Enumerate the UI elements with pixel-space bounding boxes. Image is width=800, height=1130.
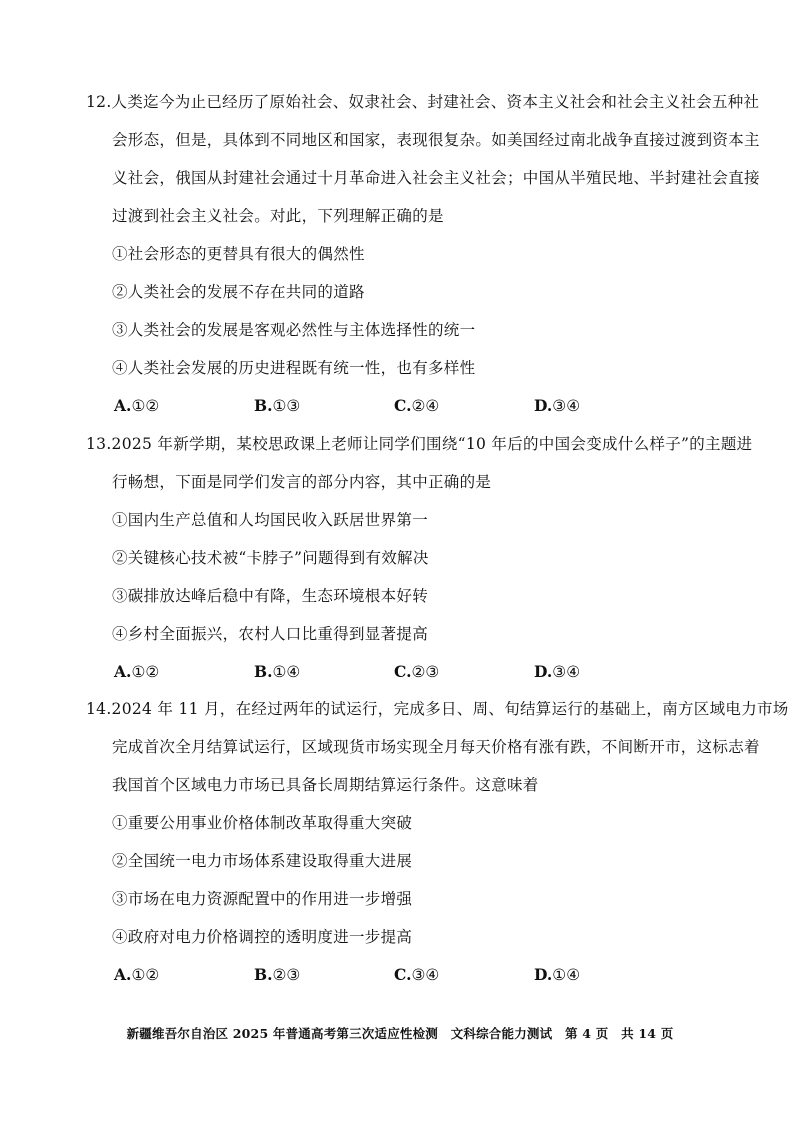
choice-letter: B. <box>254 662 273 681</box>
choice-letter: C. <box>394 396 412 415</box>
choice-value: ③④ <box>552 663 581 681</box>
choice-letter: A. <box>114 662 132 681</box>
question-14 <box>86 690 789 994</box>
answer-choices <box>86 956 726 994</box>
choice-a[interactable] <box>114 956 254 994</box>
option-statement: ③人类社会的发展是客观必然性与主体选择性的统一 <box>112 321 476 339</box>
choice-letter: A. <box>114 396 132 415</box>
question-text-line: 12.人类迄今为止已经历了原始社会、奴隶社会、封建社会、资本主义社会和社会主义社会五种社 <box>86 93 760 111</box>
choice-letter: B. <box>254 965 273 984</box>
question-text-line: 14.2024 年 11 月，在经过两年的试运行，完成多日、周、旬结算运行的基础上，南方区域电力市场 <box>86 700 789 718</box>
choice-letter: D. <box>534 965 553 984</box>
question-text-line: 我国首个区域电力市场已具备长周期结算运行条件。这意味着 <box>112 776 539 794</box>
choice-letter: D. <box>534 662 553 681</box>
choice-letter: A. <box>114 965 132 984</box>
choice-value: ②③ <box>411 663 440 681</box>
choice-letter: B. <box>254 396 273 415</box>
answer-choices <box>86 653 726 691</box>
choice-letter: D. <box>534 396 553 415</box>
option-statement: ②人类社会的发展不存在共同的道路 <box>112 283 365 301</box>
question-text-line: 义社会，俄国从封建社会通过十月革命进入社会主义社会；中国从半殖民地、半封建社会直接 <box>112 169 760 187</box>
choice-a[interactable] <box>114 653 254 691</box>
choice-a[interactable] <box>114 387 254 425</box>
choice-value: ③④ <box>552 397 581 415</box>
option-statement: ④政府对电力价格调控的透明度进一步提高 <box>112 928 413 946</box>
choice-c[interactable] <box>394 387 534 425</box>
option-statement: ①重要公用事业价格体制改革取得重大突破 <box>112 814 413 832</box>
question-text-line: 会形态，但是，具体到不同地区和国家，表现很复杂。如美国经过南北战争直接过渡到资本主 <box>112 131 760 149</box>
question-text-line: 完成首次全月结算试运行，区域现货市场实现全月每天价格有涨有跌，不间断开市，这标志着 <box>112 738 760 756</box>
choice-value: ①② <box>131 397 160 415</box>
option-statement: ③市场在电力资源配置中的作用进一步增强 <box>112 890 413 908</box>
page-footer: 新疆维吾尔自治区 2025 年普通高考第三次适应性检测 文科综合能力测试 第 4 页 共 14 页 <box>126 1026 674 1041</box>
choice-d[interactable] <box>534 653 674 691</box>
choice-d[interactable] <box>534 956 674 994</box>
choice-value: ①② <box>131 663 160 681</box>
answer-choices <box>86 387 726 425</box>
question-13 <box>86 425 753 691</box>
choice-value: ①② <box>131 966 160 984</box>
option-statement: ④乡村全面振兴，农村人口比重得到显著提高 <box>112 625 429 643</box>
choice-letter: C. <box>394 662 412 681</box>
choice-value: ②③ <box>272 966 301 984</box>
option-statement: ①社会形态的更替具有很大的偶然性 <box>112 245 365 263</box>
option-statement: ②全国统一电力市场体系建设取得重大进展 <box>112 852 413 870</box>
choice-c[interactable] <box>394 653 534 691</box>
choice-b[interactable] <box>254 653 394 691</box>
question-text-line: 13.2025 年新学期，某校思政课上老师让同学们围绕“10 年后的中国会变成什么样子”的主题进 <box>86 435 753 453</box>
option-statement: ④人类社会发展的历史进程既有统一性，也有多样性 <box>112 359 476 377</box>
option-statement: ②关键核心技术被“卡脖子”问题得到有效解决 <box>112 549 429 567</box>
question-text-line: 过渡到社会主义社会。对此，下列理解正确的是 <box>112 207 444 225</box>
choice-d[interactable] <box>534 387 674 425</box>
choice-value: ②④ <box>411 397 440 415</box>
choice-b[interactable] <box>254 956 394 994</box>
question-text-line: 行畅想，下面是同学们发言的部分内容，其中正确的是 <box>112 473 492 491</box>
choice-value: ①④ <box>552 966 581 984</box>
choice-value: ①③ <box>272 397 301 415</box>
question-12 <box>86 83 760 425</box>
choice-letter: C. <box>394 965 412 984</box>
option-statement: ①国内生产总值和人均国民收入跃居世界第一 <box>112 511 429 529</box>
choice-b[interactable] <box>254 387 394 425</box>
choice-value: ①④ <box>272 663 301 681</box>
choice-value: ③④ <box>411 966 440 984</box>
choice-c[interactable] <box>394 956 534 994</box>
option-statement: ③碳排放达峰后稳中有降，生态环境根本好转 <box>112 587 429 605</box>
